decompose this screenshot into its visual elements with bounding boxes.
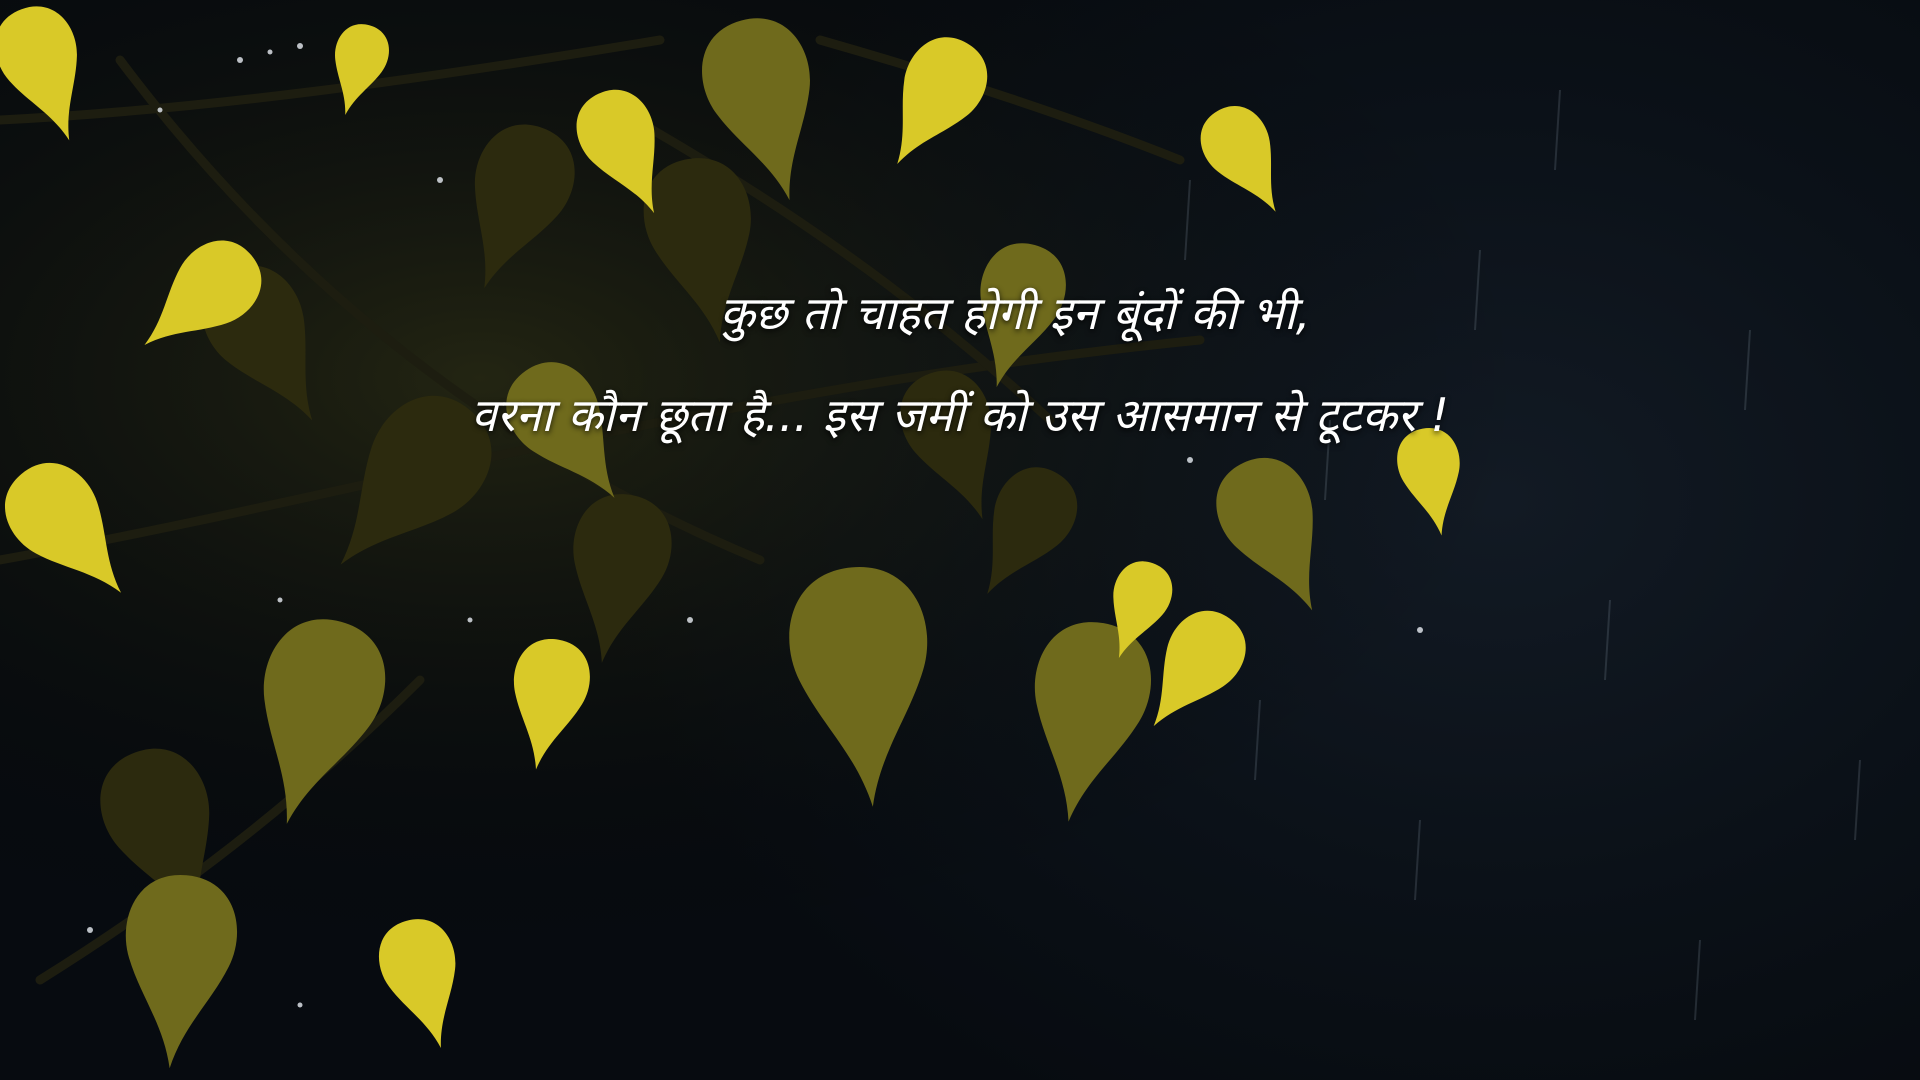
quote-overlay [0,262,1920,466]
quote-line-1: कुछ तो चाहत होगी इन बूंदों की भी, [719,286,1311,340]
quote-line-2: वरना कौन छूता है... इस जमीं को उस आसमान से टूटकर ! [470,388,1449,442]
